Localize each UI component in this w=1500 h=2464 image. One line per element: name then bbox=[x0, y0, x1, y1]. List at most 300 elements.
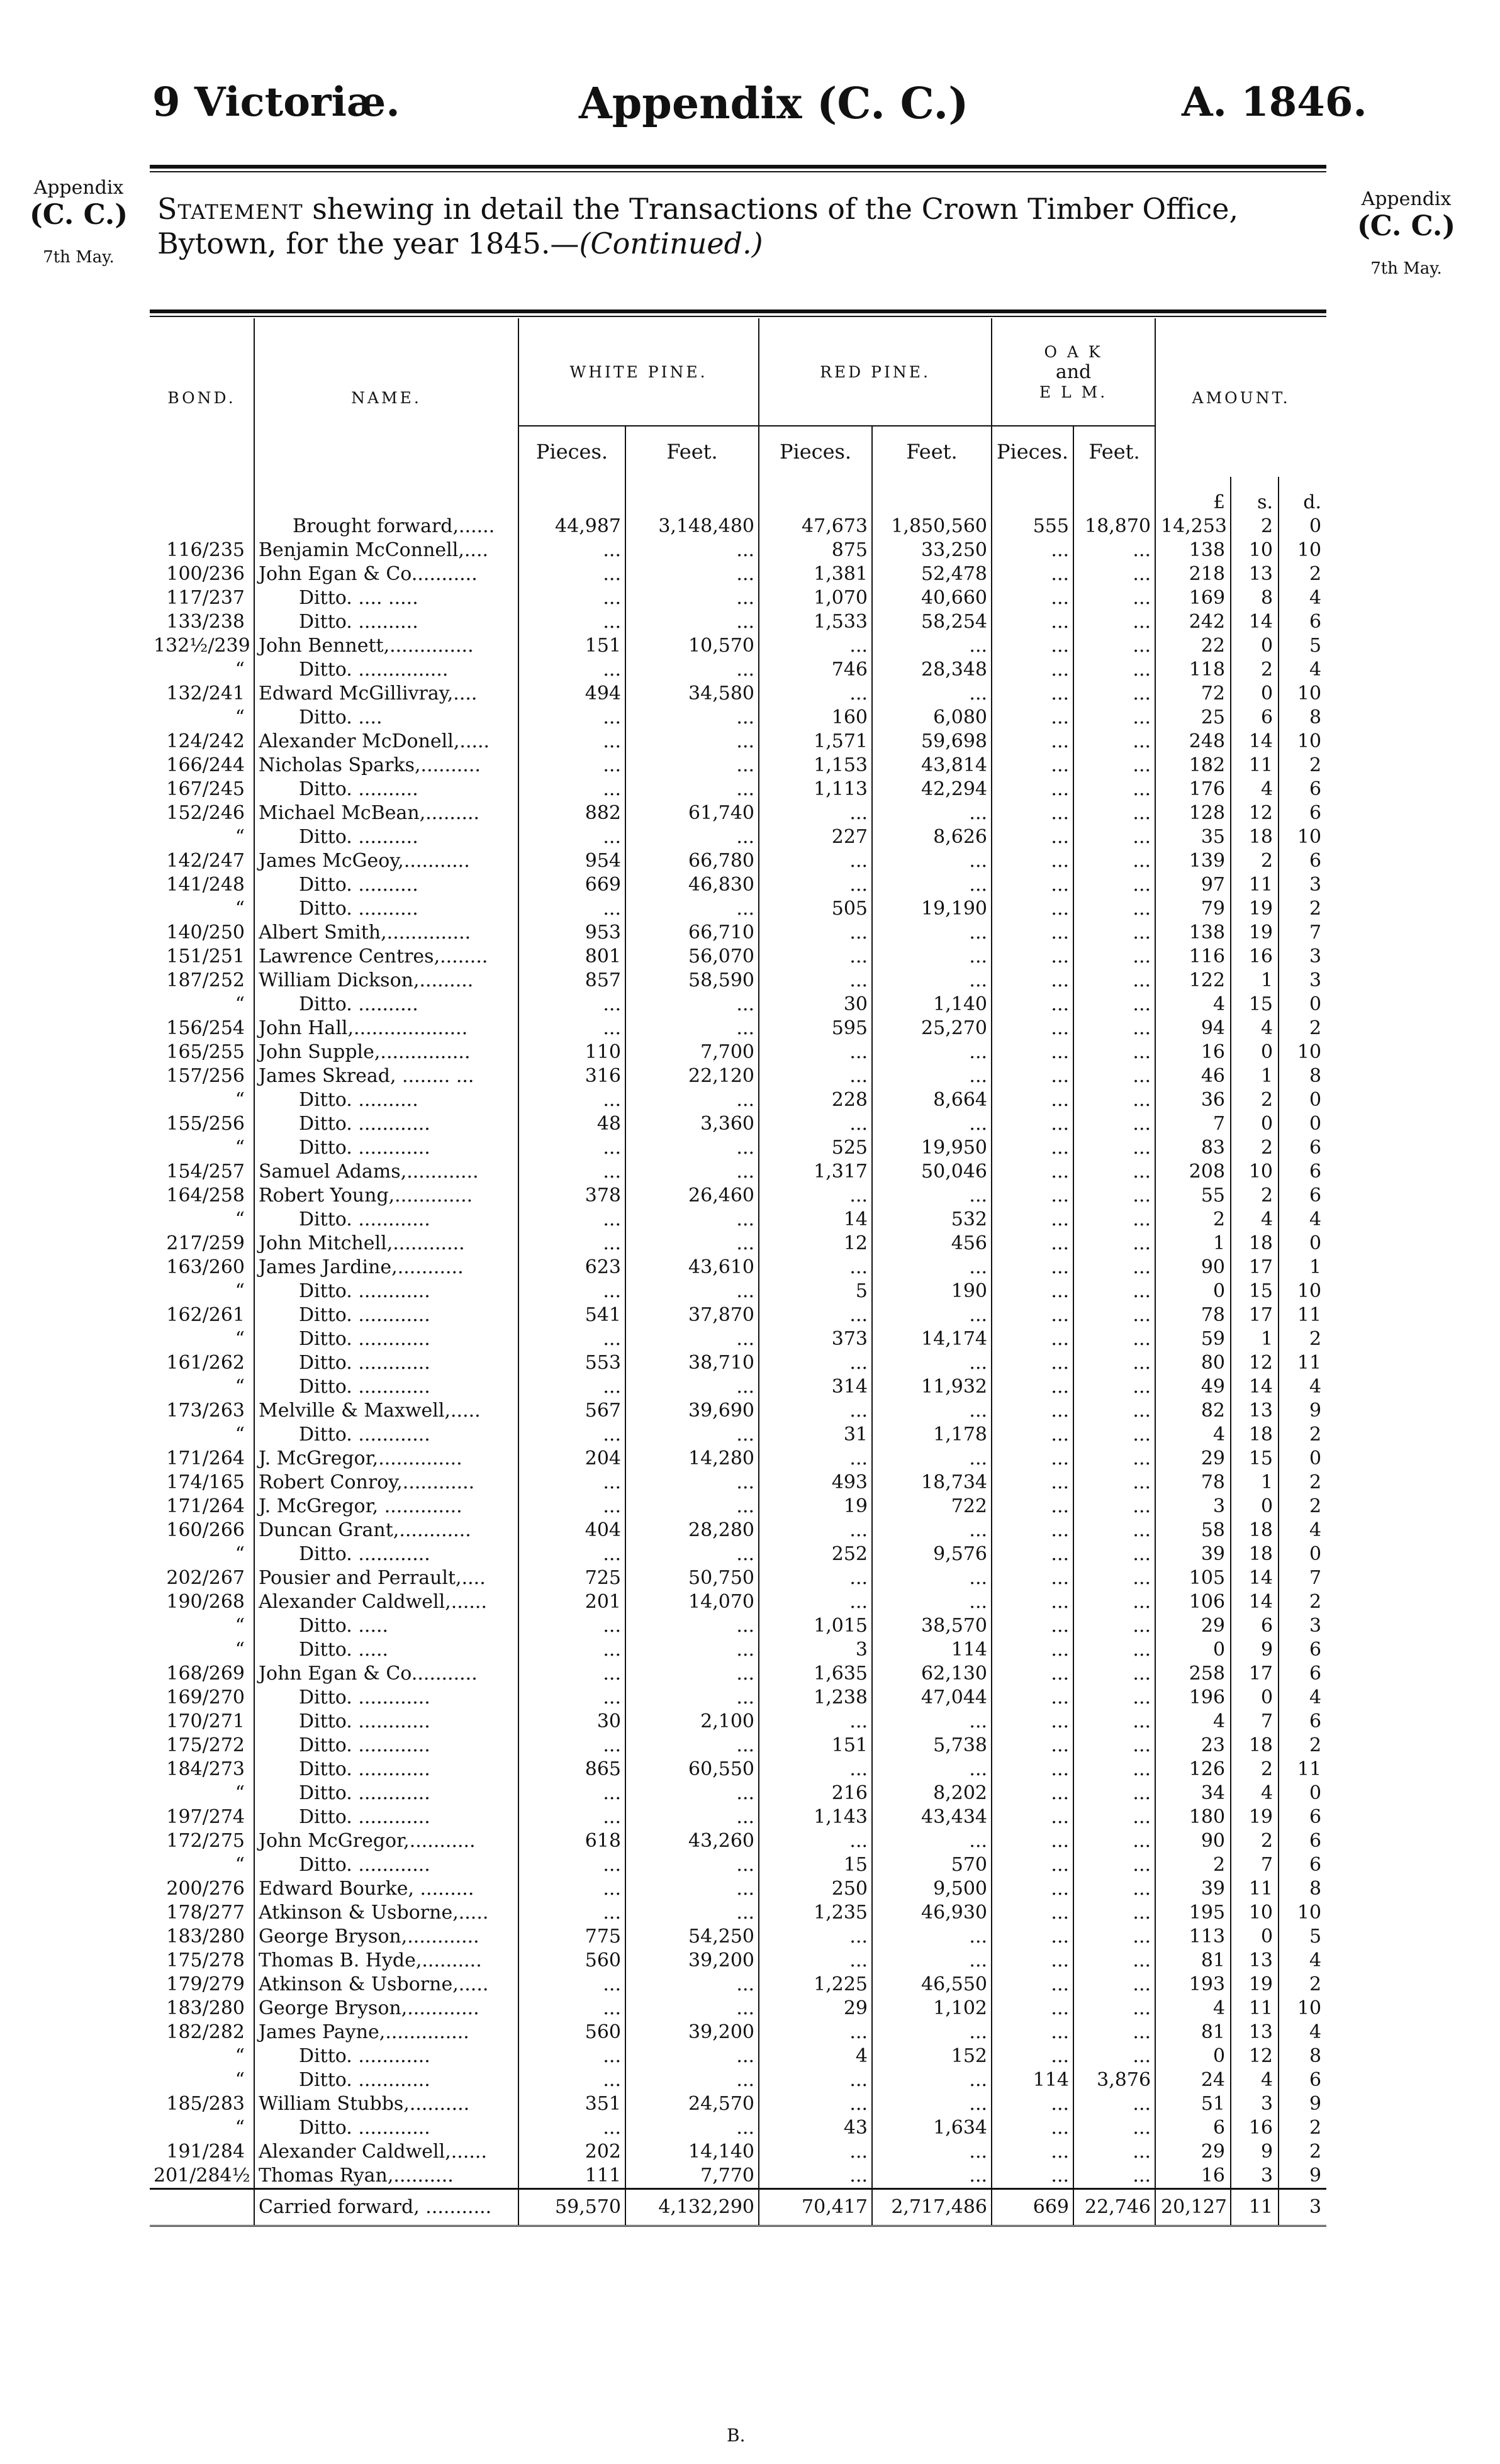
rp-pieces-cell: 151 bbox=[759, 1734, 872, 1758]
oe-feet-cell: ... bbox=[1073, 2116, 1155, 2140]
wp-pieces-cell: 725 bbox=[518, 1566, 625, 1590]
shillings-cell: 2 bbox=[1231, 1758, 1279, 1781]
wp-feet-cell: 7,770 bbox=[625, 2164, 759, 2189]
col-oak-elm bbox=[992, 318, 1155, 426]
shillings-cell: 11 bbox=[1231, 1877, 1279, 1901]
wp-pieces-cell: ... bbox=[518, 1136, 625, 1160]
pounds-header: £ bbox=[1155, 477, 1231, 515]
pounds-cell: 39 bbox=[1155, 1542, 1231, 1566]
oe-pieces-cell: ... bbox=[992, 538, 1073, 562]
table-row bbox=[150, 562, 1326, 586]
shillings-cell: 19 bbox=[1231, 897, 1279, 921]
bond-cell: 151/251 bbox=[166, 945, 245, 967]
pounds-cell: 83 bbox=[1155, 1136, 1231, 1160]
bond-cell: 179/279 bbox=[166, 1973, 245, 1995]
name-cell: Ditto. ............ bbox=[254, 1542, 518, 1566]
oe-feet-cell: ... bbox=[1073, 1327, 1155, 1351]
pounds-cell: 82 bbox=[1155, 1399, 1231, 1423]
wp-pieces-cell: ... bbox=[518, 610, 625, 634]
shillings-cell: 0 bbox=[1231, 1686, 1279, 1710]
carried-rp-feet: 2,717,486 bbox=[872, 2189, 992, 2226]
bond-cell: “ bbox=[235, 659, 245, 681]
name-cell: Ditto. .......... bbox=[254, 1088, 518, 1112]
oe-pieces-cell: ... bbox=[992, 1997, 1073, 2021]
oe-feet-cell: ... bbox=[1073, 825, 1155, 849]
wp-feet-cell: ... bbox=[625, 1662, 759, 1686]
oe-feet-cell: ... bbox=[1073, 1566, 1155, 1590]
name-cell: Ditto. ............ bbox=[254, 1710, 518, 1734]
wp-pieces-cell: 775 bbox=[518, 1925, 625, 1949]
pounds-cell: 55 bbox=[1155, 1184, 1231, 1208]
rp-feet-cell: 14,174 bbox=[872, 1327, 992, 1351]
name-cell: Ditto. ............ bbox=[254, 1805, 518, 1829]
name-cell: Ditto. .... ..... bbox=[254, 586, 518, 610]
oe-feet-cell: ... bbox=[1073, 1112, 1155, 1136]
rp-feet-cell: 28,348 bbox=[872, 658, 992, 682]
wp-feet-cell: ... bbox=[625, 1088, 759, 1112]
bond-cell: “ bbox=[235, 993, 245, 1015]
rp-pieces-cell: 216 bbox=[759, 1781, 872, 1805]
brought-forward-row bbox=[150, 515, 1326, 538]
wp-feet-cell: ... bbox=[625, 2068, 759, 2092]
rp-feet-cell: 532 bbox=[872, 1208, 992, 1232]
oe-pieces-cell: ... bbox=[992, 2116, 1073, 2140]
oe-feet-cell: ... bbox=[1073, 1662, 1155, 1686]
table-row bbox=[150, 1112, 1326, 1136]
name-cell: Michael McBean,......... bbox=[254, 801, 518, 825]
rp-feet-cell: ... bbox=[872, 1590, 992, 1614]
oe-feet-cell: ... bbox=[1073, 1805, 1155, 1829]
pounds-cell: 90 bbox=[1155, 1829, 1231, 1853]
oe-pieces-cell: ... bbox=[992, 825, 1073, 849]
shillings-cell: 16 bbox=[1231, 2116, 1279, 2140]
shillings-cell: 18 bbox=[1231, 1232, 1279, 1256]
shillings-cell: 4 bbox=[1231, 1017, 1279, 1040]
pounds-cell: 23 bbox=[1155, 1734, 1231, 1758]
rp-pieces-cell: ... bbox=[759, 1566, 872, 1590]
oe-pieces-cell: ... bbox=[992, 2044, 1073, 2068]
wp-feet-cell: 58,590 bbox=[625, 969, 759, 993]
name-cell: Ditto. .......... bbox=[254, 825, 518, 849]
oe-feet-cell: ... bbox=[1073, 634, 1155, 658]
bond-cell: 140/250 bbox=[166, 922, 245, 944]
oe-pieces-cell: ... bbox=[992, 2140, 1073, 2164]
bond-cell: 178/277 bbox=[166, 1902, 245, 1924]
pounds-cell: 118 bbox=[1155, 658, 1231, 682]
rp-pieces-cell: 19 bbox=[759, 1495, 872, 1519]
name-cell: Ditto. ............ bbox=[254, 2044, 518, 2068]
name-cell: Ditto. ............ bbox=[254, 1136, 518, 1160]
bond-cell: 141/248 bbox=[166, 874, 245, 896]
rp-feet-cell: 47,044 bbox=[872, 1686, 992, 1710]
pounds-cell: 180 bbox=[1155, 1805, 1231, 1829]
shillings-cell: 2 bbox=[1231, 1136, 1279, 1160]
table-row bbox=[150, 801, 1326, 825]
shillings-cell: 13 bbox=[1231, 1949, 1279, 1973]
name-cell: George Bryson,............ bbox=[254, 1997, 518, 2021]
pounds-cell: 128 bbox=[1155, 801, 1231, 825]
bond-cell: 173/263 bbox=[166, 1400, 245, 1422]
pence-cell: 6 bbox=[1279, 1710, 1326, 1734]
rp-pieces-cell: ... bbox=[759, 1112, 872, 1136]
rp-feet-cell: 11,932 bbox=[872, 1375, 992, 1399]
rp-pieces-cell: 493 bbox=[759, 1471, 872, 1495]
shillings-cell: 2 bbox=[1231, 1829, 1279, 1853]
oe-pieces-cell: ... bbox=[992, 1303, 1073, 1327]
wp-pieces-cell: ... bbox=[518, 993, 625, 1017]
rp-feet-cell: 62,130 bbox=[872, 1662, 992, 1686]
name-cell: Thomas Ryan,.......... bbox=[254, 2164, 518, 2189]
pounds-cell: 248 bbox=[1155, 730, 1231, 754]
name-cell: Albert Smith,.............. bbox=[254, 921, 518, 945]
pounds-cell: 195 bbox=[1155, 1901, 1231, 1925]
name-cell: William Stubbs,.......... bbox=[254, 2092, 518, 2116]
name-cell: Ditto. .......... bbox=[254, 610, 518, 634]
table-row bbox=[150, 2092, 1326, 2116]
oe-feet-cell: ... bbox=[1073, 1232, 1155, 1256]
rp-pieces-cell: ... bbox=[759, 634, 872, 658]
oe-pieces-cell: ... bbox=[992, 682, 1073, 706]
rp-feet-cell: 43,814 bbox=[872, 754, 992, 778]
rp-feet-cell: 58,254 bbox=[872, 610, 992, 634]
pounds-cell: 2 bbox=[1155, 1853, 1231, 1877]
pounds-cell: 29 bbox=[1155, 1614, 1231, 1638]
pence-cell: 11 bbox=[1279, 1758, 1326, 1781]
oe-feet-cell: ... bbox=[1073, 1877, 1155, 1901]
col-bond: BOND. bbox=[167, 388, 236, 407]
wp-feet-cell: 43,260 bbox=[625, 1829, 759, 1853]
wp-pieces-cell: ... bbox=[518, 1877, 625, 1901]
pence-cell: 6 bbox=[1279, 610, 1326, 634]
oe-pieces-cell: ... bbox=[992, 634, 1073, 658]
shillings-cell: 9 bbox=[1231, 1638, 1279, 1662]
wp-pieces-cell: 494 bbox=[518, 682, 625, 706]
wp-pieces-cell: 560 bbox=[518, 2021, 625, 2044]
wp-feet-cell: ... bbox=[625, 1877, 759, 1901]
name-cell: James McGeoy,........... bbox=[254, 849, 518, 873]
wp-pieces-cell: ... bbox=[518, 1542, 625, 1566]
name-cell: Ditto. ............ bbox=[254, 2116, 518, 2140]
name-cell: Atkinson & Usborne,..... bbox=[254, 1973, 518, 1997]
rp-feet-cell: 40,660 bbox=[872, 586, 992, 610]
brought-oe-feet: 18,870 bbox=[1073, 515, 1155, 538]
table-row bbox=[150, 1925, 1326, 1949]
pence-cell: 4 bbox=[1279, 1949, 1326, 1973]
pence-cell: 5 bbox=[1279, 1925, 1326, 1949]
rp-feet-cell: 52,478 bbox=[872, 562, 992, 586]
pence-cell: 3 bbox=[1279, 969, 1326, 993]
oe-feet-cell: ... bbox=[1073, 1542, 1155, 1566]
name-cell: John McGregor,........... bbox=[254, 1829, 518, 1853]
rp-pieces-cell: ... bbox=[759, 1710, 872, 1734]
shillings-cell: 10 bbox=[1231, 1901, 1279, 1925]
oe-feet-cell: ... bbox=[1073, 1758, 1155, 1781]
rp-pieces-cell: 31 bbox=[759, 1423, 872, 1447]
shillings-cell: 0 bbox=[1231, 1112, 1279, 1136]
table-row bbox=[150, 1399, 1326, 1423]
pounds-cell: 2 bbox=[1155, 1208, 1231, 1232]
oe-feet-cell: ... bbox=[1073, 849, 1155, 873]
rp-pieces-cell: 1,571 bbox=[759, 730, 872, 754]
rp-pieces-cell: 525 bbox=[759, 1136, 872, 1160]
pence-cell: 4 bbox=[1279, 586, 1326, 610]
name-cell: George Bryson,............ bbox=[254, 1925, 518, 1949]
pence-cell: 3 bbox=[1279, 873, 1326, 897]
bond-cell: “ bbox=[235, 1137, 245, 1159]
bond-cell: 155/256 bbox=[166, 1113, 245, 1135]
oe-feet-cell: 3,876 bbox=[1073, 2068, 1155, 2092]
table-row bbox=[150, 730, 1326, 754]
wp-pieces-cell: 560 bbox=[518, 1949, 625, 1973]
oe-feet-cell: ... bbox=[1073, 682, 1155, 706]
oe-pieces-cell: ... bbox=[992, 993, 1073, 1017]
oe-pieces-cell: ... bbox=[992, 1614, 1073, 1638]
rp-feet-cell: ... bbox=[872, 801, 992, 825]
rp-feet-cell: 722 bbox=[872, 1495, 992, 1519]
rp-feet-cell: ... bbox=[872, 1519, 992, 1542]
wp-pieces-cell: ... bbox=[518, 1853, 625, 1877]
pounds-cell: 59 bbox=[1155, 1327, 1231, 1351]
rp-feet-cell: 46,930 bbox=[872, 1901, 992, 1925]
shillings-cell: 12 bbox=[1231, 1351, 1279, 1375]
shillings-cell: 1 bbox=[1231, 1064, 1279, 1088]
pence-cell: 4 bbox=[1279, 1686, 1326, 1710]
pounds-cell: 126 bbox=[1155, 1758, 1231, 1781]
rp-pieces-cell: 14 bbox=[759, 1208, 872, 1232]
pounds-cell: 7 bbox=[1155, 1112, 1231, 1136]
brought-pence: 0 bbox=[1279, 515, 1326, 538]
bond-cell: 183/280 bbox=[166, 1997, 245, 2019]
table-row bbox=[150, 1088, 1326, 1112]
pounds-cell: 122 bbox=[1155, 969, 1231, 993]
rp-feet-cell: 59,698 bbox=[872, 730, 992, 754]
table-row bbox=[150, 682, 1326, 706]
oe-pieces-cell: ... bbox=[992, 897, 1073, 921]
rp-feet-cell: 38,570 bbox=[872, 1614, 992, 1638]
table-row bbox=[150, 1160, 1326, 1184]
carried-forward-row bbox=[150, 2189, 1326, 2226]
pounds-cell: 176 bbox=[1155, 778, 1231, 801]
bond-cell: “ bbox=[235, 1854, 245, 1876]
shillings-cell: 3 bbox=[1231, 2092, 1279, 2116]
col-oak-elm-line1: O A K bbox=[1044, 342, 1103, 361]
pence-cell: 0 bbox=[1279, 1232, 1326, 1256]
carried-shillings: 11 bbox=[1231, 2189, 1279, 2226]
rp-pieces-cell: ... bbox=[759, 969, 872, 993]
bond-cell: 172/275 bbox=[166, 1830, 245, 1852]
rp-pieces-cell: ... bbox=[759, 1447, 872, 1471]
oe-feet-cell: ... bbox=[1073, 1088, 1155, 1112]
rp-feet-cell: ... bbox=[872, 1829, 992, 1853]
oe-pieces-cell: 114 bbox=[992, 2068, 1073, 2092]
oe-feet-cell: ... bbox=[1073, 1447, 1155, 1471]
rp-pieces-cell: ... bbox=[759, 1256, 872, 1279]
pence-cell: 3 bbox=[1279, 1614, 1326, 1638]
table-row bbox=[150, 1638, 1326, 1662]
table-row bbox=[150, 1232, 1326, 1256]
rp-feet-cell: ... bbox=[872, 1064, 992, 1088]
pence-cell: 6 bbox=[1279, 849, 1326, 873]
bond-cell: 157/256 bbox=[166, 1065, 245, 1087]
bond-cell: 162/261 bbox=[166, 1304, 245, 1326]
table-row bbox=[150, 1542, 1326, 1566]
oe-pieces-cell: ... bbox=[992, 778, 1073, 801]
pounds-cell: 106 bbox=[1155, 1590, 1231, 1614]
rp-feet-cell: 18,734 bbox=[872, 1471, 992, 1495]
pounds-cell: 218 bbox=[1155, 562, 1231, 586]
oe-pieces-cell: ... bbox=[992, 610, 1073, 634]
shillings-cell: 17 bbox=[1231, 1256, 1279, 1279]
pounds-cell: 139 bbox=[1155, 849, 1231, 873]
name-cell: Ditto. ............ bbox=[254, 1351, 518, 1375]
table-row bbox=[150, 1877, 1326, 1901]
carried-rp-pieces: 70,417 bbox=[759, 2189, 872, 2226]
oe-pieces-cell: ... bbox=[992, 873, 1073, 897]
wp-pieces-cell: ... bbox=[518, 1088, 625, 1112]
name-cell: Ditto. ............ bbox=[254, 1303, 518, 1327]
oe-pieces-cell: ... bbox=[992, 1519, 1073, 1542]
table-row bbox=[150, 1853, 1326, 1877]
oe-feet-cell: ... bbox=[1073, 1997, 1155, 2021]
name-cell: Ditto. ............... bbox=[254, 658, 518, 682]
pounds-cell: 46 bbox=[1155, 1064, 1231, 1088]
wp-pieces-cell: ... bbox=[518, 1327, 625, 1351]
bond-cell: 160/266 bbox=[166, 1519, 245, 1541]
pence-cell: 2 bbox=[1279, 1495, 1326, 1519]
oe-pieces-cell: ... bbox=[992, 1160, 1073, 1184]
wp-feet-cell: 14,140 bbox=[625, 2140, 759, 2164]
col-oak-elm-line2: and bbox=[1055, 360, 1092, 383]
oe-pieces-cell: ... bbox=[992, 1638, 1073, 1662]
pence-cell: 3 bbox=[1279, 945, 1326, 969]
pounds-cell: 138 bbox=[1155, 538, 1231, 562]
bond-cell: “ bbox=[235, 826, 245, 848]
table-row bbox=[150, 825, 1326, 849]
bond-cell: “ bbox=[235, 1280, 245, 1302]
rp-feet-cell: 25,270 bbox=[872, 1017, 992, 1040]
bond-cell: 132/241 bbox=[166, 683, 245, 705]
wp-pieces-cell: 801 bbox=[518, 945, 625, 969]
pounds-cell: 138 bbox=[1155, 921, 1231, 945]
rp-pieces-cell: 30 bbox=[759, 993, 872, 1017]
wp-feet-cell: ... bbox=[625, 1232, 759, 1256]
oe-feet-cell: ... bbox=[1073, 1614, 1155, 1638]
shillings-cell: 15 bbox=[1231, 1279, 1279, 1303]
rp-feet-cell: ... bbox=[872, 849, 992, 873]
wp-feet-cell: 34,580 bbox=[625, 682, 759, 706]
rp-pieces-cell: 1,317 bbox=[759, 1160, 872, 1184]
shillings-cell: 19 bbox=[1231, 1805, 1279, 1829]
oe-pieces-cell: ... bbox=[992, 1686, 1073, 1710]
oe-pieces-cell: ... bbox=[992, 801, 1073, 825]
oe-pieces-cell: ... bbox=[992, 2092, 1073, 2116]
wp-feet-cell: ... bbox=[625, 706, 759, 730]
shillings-cell: 8 bbox=[1231, 586, 1279, 610]
pence-cell: 7 bbox=[1279, 921, 1326, 945]
bond-cell: “ bbox=[235, 1424, 245, 1446]
shillings-cell: 10 bbox=[1231, 1160, 1279, 1184]
name-cell: Robert Conroy,............ bbox=[254, 1471, 518, 1495]
oe-feet-cell: ... bbox=[1073, 1160, 1155, 1184]
wp-feet-cell: ... bbox=[625, 1614, 759, 1638]
shillings-cell: 0 bbox=[1231, 1925, 1279, 1949]
ledger-table bbox=[150, 318, 1326, 2227]
name-cell: John Egan & Co........... bbox=[254, 1662, 518, 1686]
table-row bbox=[150, 1973, 1326, 1997]
table-row bbox=[150, 1949, 1326, 1973]
shillings-cell: 13 bbox=[1231, 562, 1279, 586]
wp-pieces-cell: 404 bbox=[518, 1519, 625, 1542]
wp-feet-cell: ... bbox=[625, 1997, 759, 2021]
table-row bbox=[150, 1519, 1326, 1542]
wp-pieces-cell: ... bbox=[518, 538, 625, 562]
rp-pieces-cell: ... bbox=[759, 801, 872, 825]
rp-pieces-cell: ... bbox=[759, 682, 872, 706]
oe-feet-cell: ... bbox=[1073, 2092, 1155, 2116]
shillings-cell: 4 bbox=[1231, 1208, 1279, 1232]
pence-cell: 6 bbox=[1279, 1829, 1326, 1853]
shillings-cell: 7 bbox=[1231, 1853, 1279, 1877]
bond-cell: 169/270 bbox=[166, 1686, 245, 1709]
name-cell: William Dickson,......... bbox=[254, 969, 518, 993]
name-cell: Lawrence Centres,........ bbox=[254, 945, 518, 969]
oe-pieces-cell: ... bbox=[992, 1375, 1073, 1399]
carried-label: Carried forward, ........... bbox=[254, 2189, 518, 2226]
table-row bbox=[150, 1017, 1326, 1040]
oe-pieces-cell: ... bbox=[992, 849, 1073, 873]
name-cell: Ditto. .......... bbox=[254, 873, 518, 897]
oe-pieces-cell: ... bbox=[992, 1495, 1073, 1519]
bond-cell: 185/283 bbox=[166, 2093, 245, 2115]
pence-cell: 6 bbox=[1279, 1662, 1326, 1686]
table-row bbox=[150, 1423, 1326, 1447]
table-row bbox=[150, 2068, 1326, 2092]
table-row bbox=[150, 897, 1326, 921]
oe-pieces-cell: ... bbox=[992, 1351, 1073, 1375]
pounds-cell: 24 bbox=[1155, 2068, 1231, 2092]
amount-units-row bbox=[150, 477, 1326, 515]
oe-pieces-cell: ... bbox=[992, 1112, 1073, 1136]
bond-cell: 154/257 bbox=[166, 1161, 245, 1183]
table-row bbox=[150, 1566, 1326, 1590]
pence-cell: 6 bbox=[1279, 1160, 1326, 1184]
wp-feet-cell: 2,100 bbox=[625, 1710, 759, 1734]
shillings-cell: 4 bbox=[1231, 1781, 1279, 1805]
shillings-cell: 17 bbox=[1231, 1303, 1279, 1327]
statement-lead: Statement bbox=[157, 192, 303, 226]
wp-pieces-cell: ... bbox=[518, 1017, 625, 1040]
name-cell: Ditto. ............ bbox=[254, 1375, 518, 1399]
name-cell: Ditto. ............ bbox=[254, 1112, 518, 1136]
name-cell: Melville & Maxwell,..... bbox=[254, 1399, 518, 1423]
oe-pieces-cell: ... bbox=[992, 1232, 1073, 1256]
oe-feet-cell: ... bbox=[1073, 2164, 1155, 2189]
bond-cell: “ bbox=[235, 2117, 245, 2139]
rp-feet-cell: 8,626 bbox=[872, 825, 992, 849]
pounds-cell: 4 bbox=[1155, 993, 1231, 1017]
pence-cell: 1 bbox=[1279, 1256, 1326, 1279]
oe-feet-cell: ... bbox=[1073, 1064, 1155, 1088]
rp-feet-cell: 1,178 bbox=[872, 1423, 992, 1447]
oe-feet-cell: ... bbox=[1073, 1184, 1155, 1208]
bond-cell: 217/259 bbox=[166, 1232, 245, 1254]
bond-cell: 165/255 bbox=[166, 1041, 245, 1063]
wp-feet-cell: ... bbox=[625, 754, 759, 778]
name-cell: J. McGregor, ............. bbox=[254, 1495, 518, 1519]
pounds-cell: 34 bbox=[1155, 1781, 1231, 1805]
pence-cell: 8 bbox=[1279, 1064, 1326, 1088]
pence-cell: 4 bbox=[1279, 1375, 1326, 1399]
